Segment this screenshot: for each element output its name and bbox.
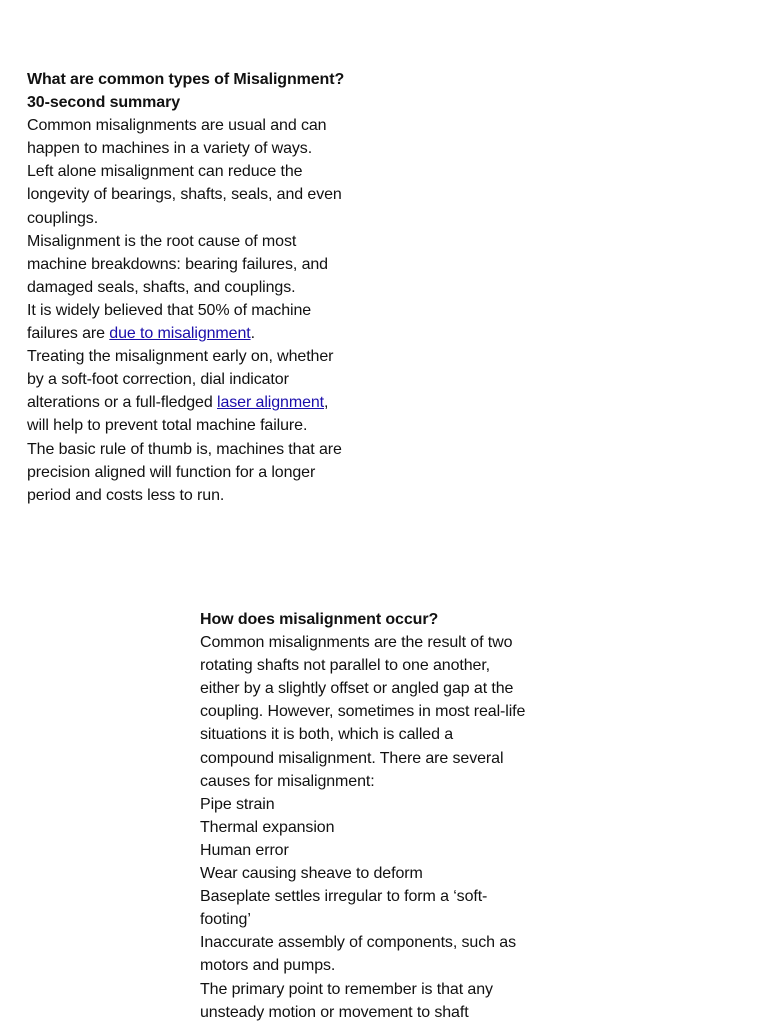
cause-list-item: Thermal expansion	[200, 818, 335, 836]
body-line: happen to machines in a variety of ways.	[27, 140, 313, 158]
body-line: Left alone misalignment can reduce the	[27, 163, 303, 181]
section-heading: How does misalignment occur?	[200, 611, 439, 628]
section-subheading: 30-second summary	[27, 94, 181, 112]
body-line: precision aligned will function for a longer	[27, 463, 316, 481]
body-line: compound misalignment. There are several	[200, 749, 504, 767]
body-line-with-link	[27, 391, 387, 414]
laser-alignment-link[interactable]: laser alignment	[217, 394, 325, 412]
cause-list-item: Human error	[200, 841, 289, 859]
body-line: rotating shafts not parallel to one another,	[200, 657, 491, 675]
body-line: Common misalignments are usual and can	[27, 117, 327, 135]
body-line: couplings.	[27, 209, 99, 227]
body-line: unsteady motion or movement to shaft	[200, 1003, 469, 1021]
text-fragment: .	[250, 325, 255, 343]
body-line-with-link	[27, 322, 387, 345]
cause-list-item: Baseplate settles irregular to form a ‘soft-	[200, 888, 488, 906]
misalignment-causes-section	[200, 608, 580, 1024]
body-line: longevity of bearings, shafts, seals, and even	[27, 186, 342, 204]
body-line: period and costs less to run.	[27, 486, 225, 504]
body-line: It is widely believed that 50% of machine	[27, 301, 312, 319]
text-fragment: failures are	[27, 325, 110, 343]
body-line: either by a slightly offset or angled gap at the	[200, 680, 514, 698]
section-heading: What are common types of Misalignment?	[27, 71, 345, 88]
body-line: The primary point to remember is that any	[200, 980, 493, 998]
cause-list-item: Inaccurate assembly of components, such as	[200, 934, 516, 952]
body-line: causes for misalignment:	[200, 772, 375, 790]
body-line: by a soft-foot correction, dial indicator	[27, 371, 289, 389]
body-line: Misalignment is the root cause of most	[27, 232, 297, 250]
body-line: damaged seals, shafts, and couplings.	[27, 278, 296, 296]
cause-list-item: Wear causing sheave to deform	[200, 865, 423, 883]
body-line: Common misalignments are the result of two	[200, 634, 513, 652]
body-line: will help to prevent total machine failure.	[27, 417, 308, 435]
text-fragment: ,	[324, 394, 329, 412]
due-to-misalignment-link[interactable]: due to misalignment	[109, 325, 251, 343]
cause-list-item: Pipe strain	[200, 795, 275, 813]
body-line: machine breakdowns: bearing failures, and	[27, 255, 328, 273]
body-line: situations it is both, which is called a	[200, 726, 454, 744]
cause-list-item: motors and pumps.	[200, 957, 336, 975]
misalignment-types-section	[27, 68, 387, 507]
body-line: Treating the misalignment early on, whether	[27, 348, 334, 366]
body-line: coupling. However, sometimes in most real-life	[200, 703, 526, 721]
cause-list-item: footing’	[200, 911, 251, 929]
body-line: The basic rule of thumb is, machines that are	[27, 440, 342, 458]
text-fragment: alterations or a full-fledged	[27, 394, 218, 412]
